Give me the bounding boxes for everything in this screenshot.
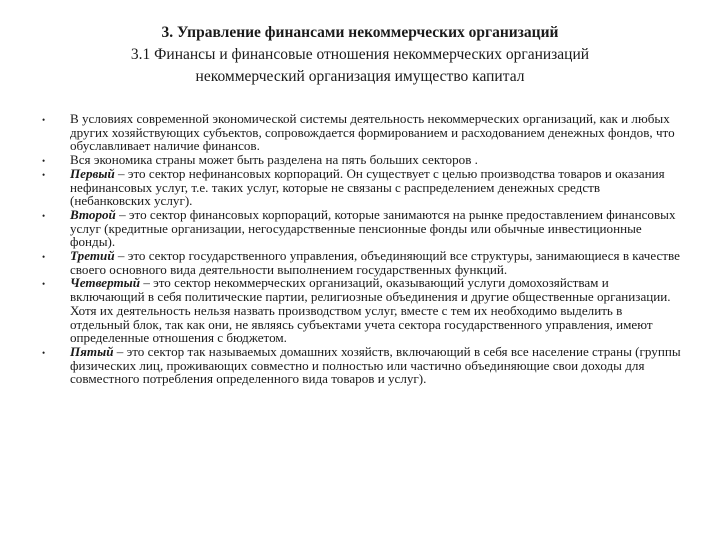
bullet-dot-icon: • bbox=[42, 347, 46, 358]
bullet-text: – это сектор финансовых корпораций, которые занимаются на рынке предоставлением финансовых услуг (кредитные организации, негосударственные пенсионные фонды или обычные инвестиционные фонды). bbox=[70, 206, 676, 250]
slide-keywords: некоммерческий организация имущество капитал bbox=[195, 68, 525, 85]
bullet-dot-icon: • bbox=[42, 279, 46, 290]
bullet-item-fifth bbox=[42, 345, 682, 386]
bullet-text: – это сектор так называемых домашних хозяйств, включающий в себя все население страны (группы физических лиц, проживающих совместно и полностью или частично объединяющие свои доходы для совместного потребления определенного вида товаров и услуг). bbox=[70, 343, 681, 387]
bullet-text: – это сектор некоммерческих организаций, оказывающий услуги домохозяйствам и включающий в себя политические партии, религиозные объединения и другие общественные организации. Хотя их деятельность нельзя назвать производством услуг, вместе с тем их необходимо выделить в отдельный блок, так как они, не являясь субъектами учета сектора государственного управления, имеют определенные отношения с бюджетом. bbox=[70, 275, 671, 346]
bullet-term: Четвертый bbox=[70, 275, 141, 291]
bullet-dot-icon: • bbox=[42, 169, 46, 180]
bullet-item-fourth bbox=[42, 276, 682, 345]
bullet-term: Второй bbox=[70, 206, 116, 222]
bullet-text: – это сектор государственного управления, объединяющий все структуры, занимающиеся в качестве своего основного вида деятельности выполнением государственных функций. bbox=[70, 248, 680, 277]
bullet-item-first bbox=[42, 167, 682, 208]
slide-subtitle: 3.1 Финансы и финансовые отношения некоммерческих организаций bbox=[130, 46, 590, 63]
bullet-list bbox=[42, 112, 682, 386]
bullet-item-sectors bbox=[42, 153, 682, 167]
slide-header bbox=[60, 22, 660, 88]
bullet-item-intro bbox=[42, 112, 682, 153]
bullet-term: Первый bbox=[70, 165, 115, 181]
bullet-dot-icon: • bbox=[42, 252, 46, 263]
bullet-dot-icon: • bbox=[42, 156, 46, 167]
bullet-text: Вся экономика страны может быть разделена на пять больших секторов . bbox=[70, 152, 478, 168]
bullet-item-second bbox=[42, 208, 682, 249]
bullet-text: В условиях современной экономической системы деятельность некоммерческих организаций, как и любых других хозяйствующих субъектов, сопровождается формированием и расходованием денежных фондов, что обуславливает наличие финансов. bbox=[70, 111, 675, 154]
bullet-text: – это сектор нефинансовых корпораций. Он существует с целью производства товаров и оказания нефинансовых услуг, т.е. таких услуг, которые не связаны с распределением денежных средств (небанковских услуг). bbox=[70, 165, 665, 209]
bullet-item-third bbox=[42, 249, 682, 276]
bullet-dot-icon: • bbox=[42, 210, 46, 221]
bullet-term: Третий bbox=[70, 248, 115, 264]
bullet-term: Пятый bbox=[70, 343, 114, 359]
slide-title: 3. Управление финансами некоммерческих организаций bbox=[161, 24, 559, 41]
bullet-dot-icon: • bbox=[42, 115, 46, 125]
